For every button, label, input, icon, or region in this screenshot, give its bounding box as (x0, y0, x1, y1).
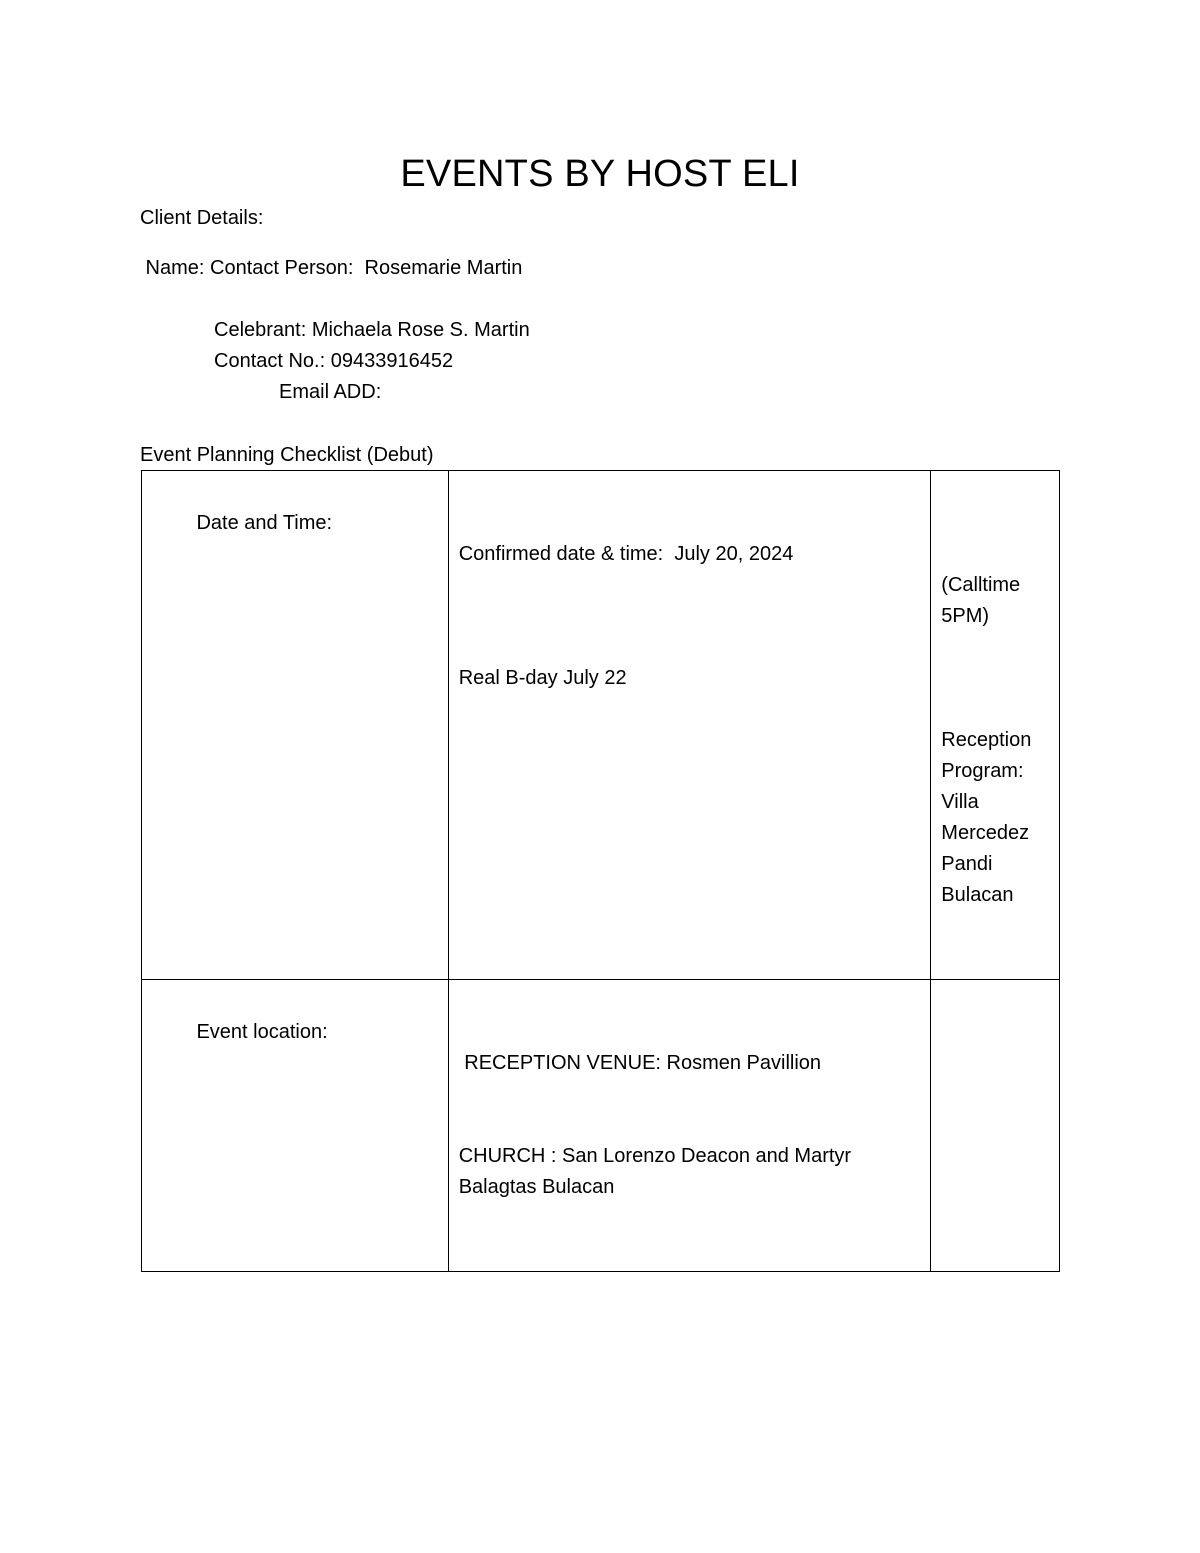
confirmed-date-text: Confirmed date & time: July 20, 2024 (458, 543, 794, 565)
event-location-label-cell (142, 980, 449, 1272)
table-row (142, 980, 1060, 1272)
reception-venue-text: RECEPTION VENUE: Rosmen Pavillion (458, 1052, 822, 1074)
reception-program-text: Reception Program: Villa Mercedez Pandi Bulacan (941, 729, 1037, 906)
table-row (142, 471, 1060, 980)
event-location-value-cell (448, 980, 931, 1272)
event-location-notes-cell (931, 980, 1060, 1272)
contact-person-line: Name: Contact Person: Rosemarie Martin (140, 257, 523, 279)
date-time-label-cell (142, 471, 449, 980)
calltime-text: (Calltime 5PM) (941, 574, 1026, 627)
event-checklist-table (141, 470, 1060, 1272)
email-line: Email ADD: (279, 381, 382, 403)
date-time-value-cell (448, 471, 931, 980)
church-text: CHURCH : San Lorenzo Deacon and Martyr Balagtas Bulacan (458, 1145, 857, 1198)
checklist-heading: Event Planning Checklist (Debut) (140, 444, 434, 466)
celebrant-line: Celebrant: Michaela Rose S. Martin (214, 319, 530, 341)
date-time-label: Date and Time: (196, 512, 333, 534)
document-title: EVENTS BY HOST ELI (400, 153, 800, 195)
contact-number-line: Contact No.: 09433916452 (214, 350, 454, 372)
real-birthday-text: Real B-day July 22 (458, 667, 627, 689)
client-details-label: Client Details: (140, 207, 264, 229)
date-time-notes-cell (931, 471, 1060, 980)
event-location-label: Event location: (196, 1021, 328, 1043)
